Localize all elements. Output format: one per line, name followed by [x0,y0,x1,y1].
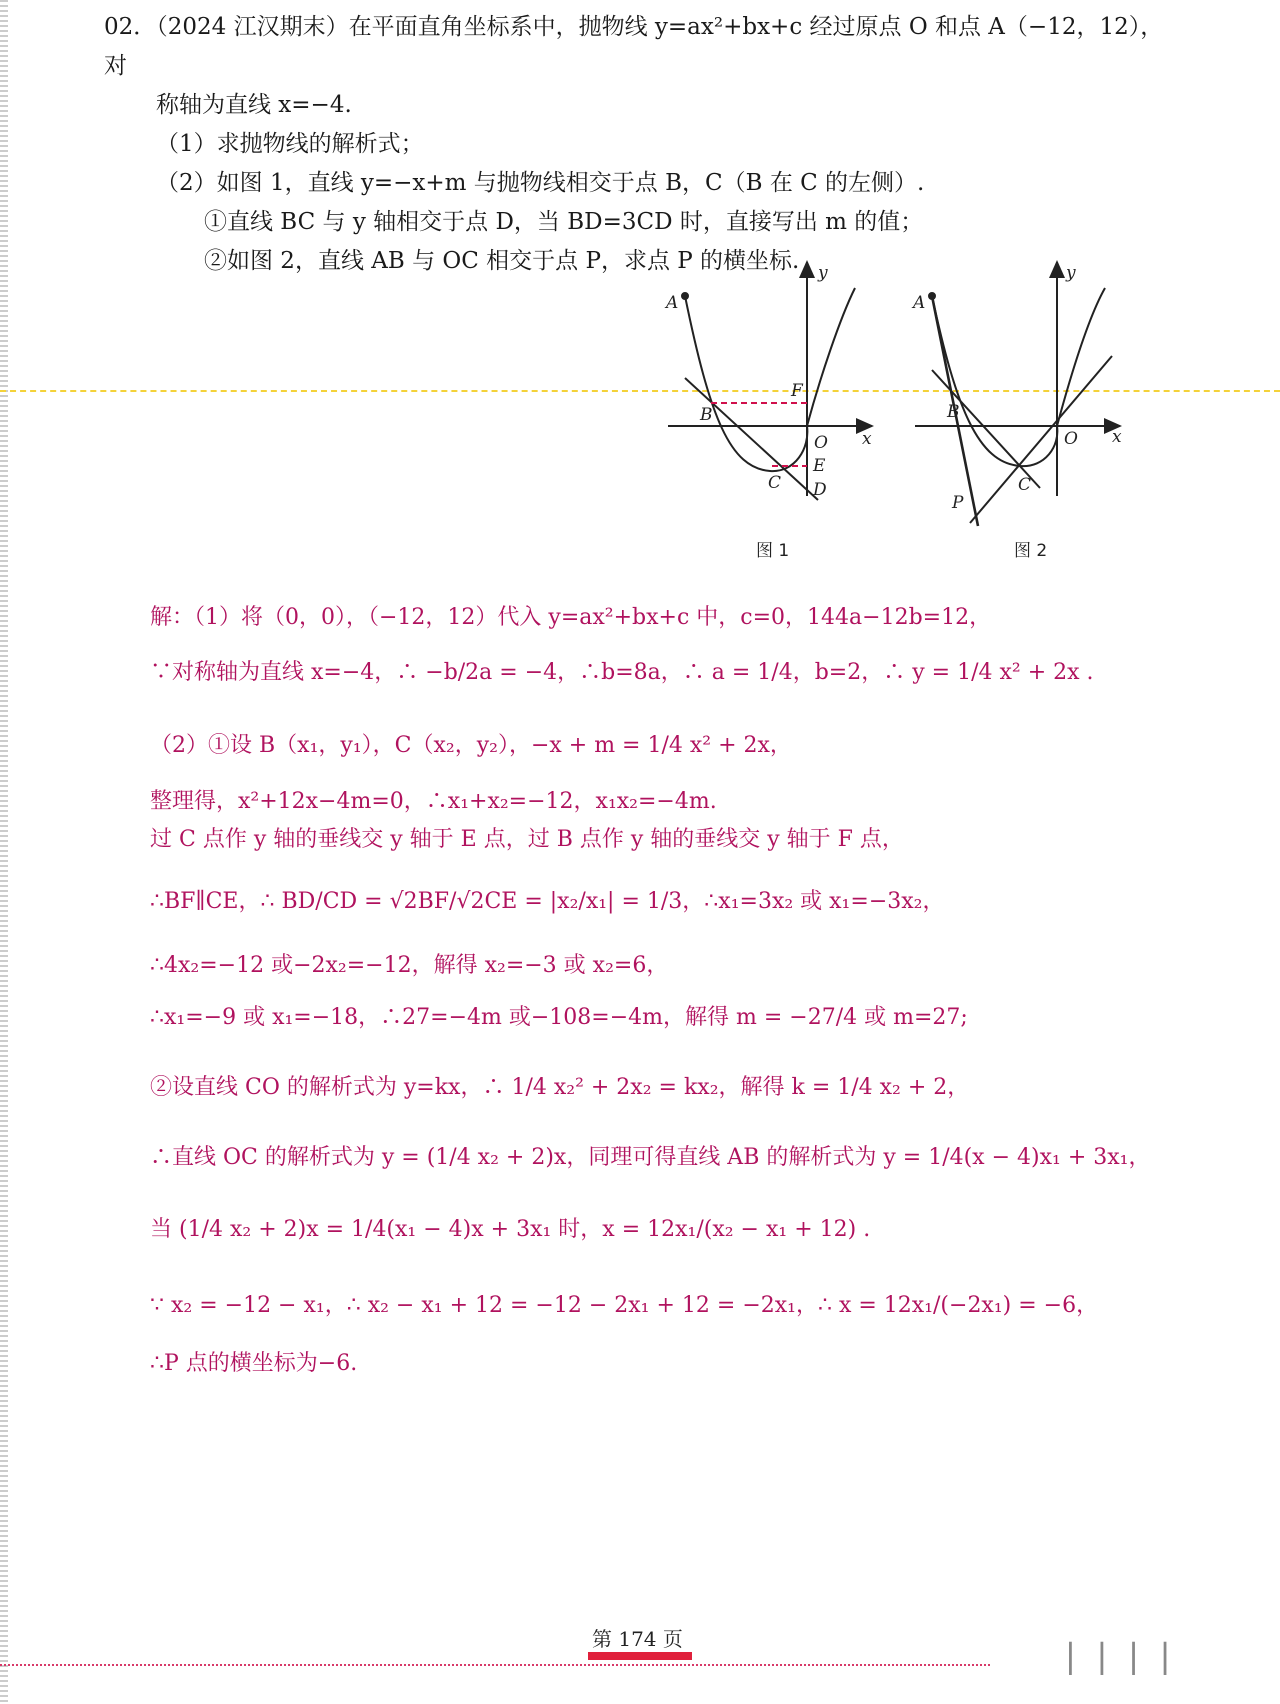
fig2-line-oc [970,356,1112,523]
question-part-2a: ①直线 BC 与 y 轴相交于点 D，当 BD=3CD 时，直接写出 m 的值； [204,209,924,235]
fig2-label-y: y [1066,263,1076,283]
fig1-label-b: B [700,405,713,425]
fig1-label-d: D [813,480,827,500]
solution-line-12: ∵ x₂ = −12 − x₁，∴ x₂ − x₁ + 12 = −12 − 2x₁ + 12 = −2x₁，∴ x = 12x₁/(−2x₁) = −6， [150,1293,1099,1318]
binding-marks: ▕▕▕▕ [1050,1642,1177,1675]
solution-line-10: ∴直线 OC 的解析式为 y = (1/4 x₂ + 2)x，同理可得直线 AB 的解析式为 y = 1/4(x − 4)x₁ + 3x₁， [150,1145,1151,1170]
fig1-caption: 图 1 [756,541,790,561]
question-line-1: 02．（2024 江汉期末）在平面直角坐标系中，抛物线 y=ax²+bx+c 经过原点 O 和点 A（−12，12），对 [104,14,1164,79]
fig2-labels [911,263,1122,513]
solution-line-8: ∴x₁=−9 或 x₁=−18，∴27=−4m 或−108=−4m，解得 m = −27/4 或 m=27; [150,1005,968,1030]
solution-line-4: 整理得，x²+12x−4m=0，∴x₁+x₂=−12，x₁x₂=−4m. [150,789,717,814]
solution-line-3: （2）①设 B（x₁，y₁），C（x₂，y₂），−x + m = 1/4 x² + 2x， [150,733,792,758]
fig2-label-b: B [947,402,960,422]
solution-line-11: 当 (1/4 x₂ + 2)x = 1/4(x₁ − 4)x + 3x₁ 时，x = 12x₁/(x₂ − x₁ + 12) . [150,1217,871,1242]
question-part-2: （2）如图 1，直线 y=−x+m 与抛物线相交于点 B，C（B 在 C 的左侧）. [156,170,925,196]
fig1-label-o: O [814,433,828,453]
fig1-label-e: E [813,456,826,476]
fig2-caption: 图 2 [1014,541,1048,561]
fig1-label-a: A [666,293,679,313]
fig2-label-x: x [1112,427,1122,447]
question-block [104,8,1184,281]
solution-line-5: 过 C 点作 y 轴的垂线交 y 轴于 E 点，过 B 点作 y 轴的垂线交 y 轴于 F 点， [150,827,904,852]
fig1-label-x: x [862,429,872,449]
footer-red-bar [588,1652,692,1660]
question-part-2b: ②如图 2，直线 AB 与 OC 相交于点 P，求点 P 的横坐标. [204,248,800,274]
solution-line-6: ∴BF∥CE，∴ BD/CD = √2BF/√2CE = |x₂/x₁| = 1/3，∴x₁=3x₂ 或 x₁=−3x₂， [150,889,945,914]
fig2-label-c: C [1018,475,1032,495]
solution-line-7: ∴4x₂=−12 或−2x₂=−12，解得 x₂=−3 或 x₂=6， [150,953,669,978]
fig2-parabola [932,288,1105,466]
question-part-1: （1）求抛物线的解析式； [156,131,424,157]
fig1-labels [664,263,872,500]
fig2-label-o: O [1064,429,1078,449]
page-number: 第 174 页 [592,1627,683,1651]
fig2-label-p: P [952,493,964,513]
figures [660,258,1130,568]
fig1-label-f: F [791,381,803,401]
solution-line-1: 解：（1）将（0，0），（−12，12）代入 y=ax²+bx+c 中，c=0，144a−12b=12， [150,605,992,630]
fig2-label-a: A [913,293,926,313]
fig1-point-a [682,293,688,299]
footer-dotted-line [0,1664,990,1666]
solution-line-13: ∴P 点的横坐标为−6. [150,1351,358,1376]
fig2-point-a [929,293,935,299]
figure-1 [668,262,872,500]
question-line-2: 称轴为直线 x=−4. [156,92,352,118]
fig1-label-c: C [768,473,782,493]
solution-line-2: ∵对称轴为直线 x=−4，∴ −b/2a = −4，∴b=8a，∴ a = 1/4，b=2，∴ y = 1/4 x² + 2x . [150,660,1094,685]
fig2-line-bc [932,370,1040,488]
solution-line-9: ②设直线 CO 的解析式为 y=kx，∴ 1/4 x₂² + 2x₂ = kx₂，解得 k = 1/4 x₂ + 2， [150,1075,970,1100]
figure-svg [660,258,1130,568]
page-edge-dots [0,0,8,1704]
fig1-parabola [685,288,855,471]
fig1-label-y: y [818,263,828,283]
